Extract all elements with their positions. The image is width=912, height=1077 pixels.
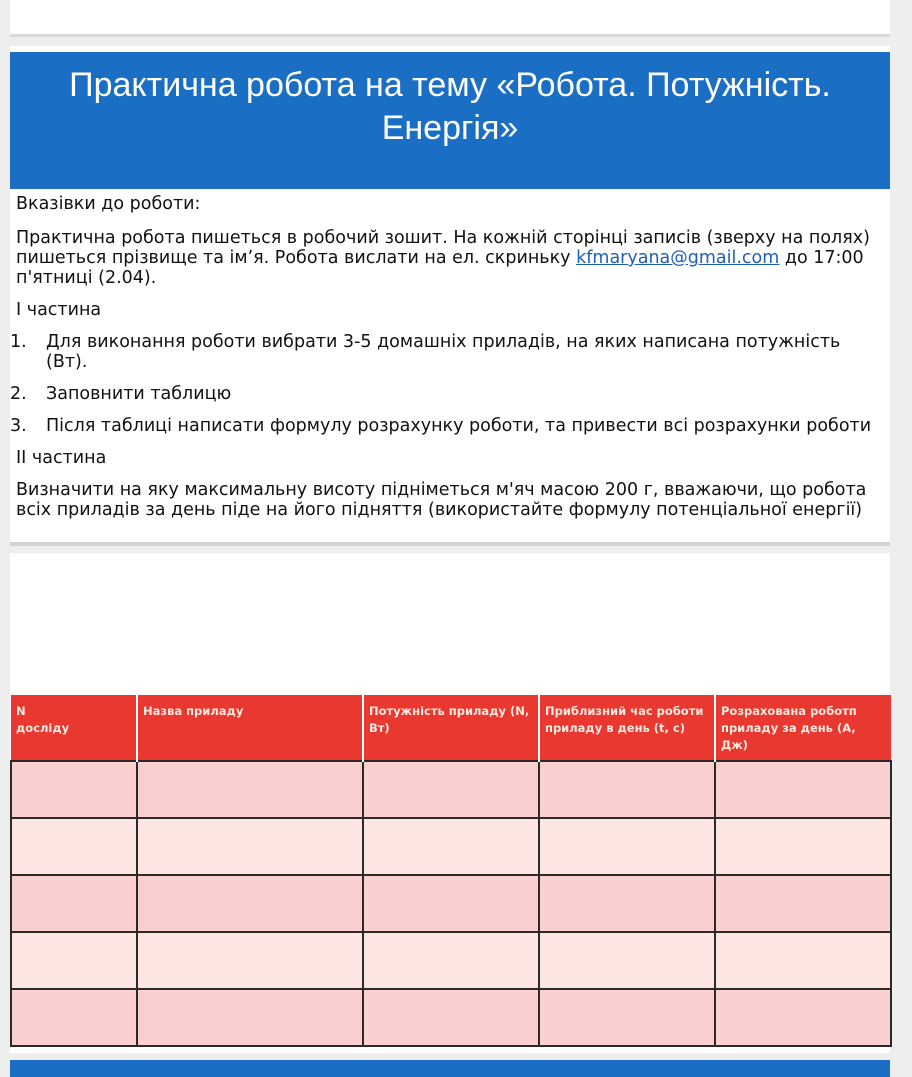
- table-cell: [11, 818, 137, 875]
- task-number: 3.: [10, 416, 27, 436]
- table-cell: [11, 989, 137, 1046]
- intro-paragraph: [16, 228, 882, 288]
- table-cell: [11, 875, 137, 932]
- table-cell: [363, 761, 539, 818]
- header-power: Потужність приладу (N, Вт): [363, 695, 539, 761]
- previous-page-fragment: [10, 0, 890, 34]
- table-cell: [363, 989, 539, 1046]
- table-cell: [137, 818, 363, 875]
- table-cell: [539, 989, 715, 1046]
- table-cell: [539, 932, 715, 989]
- table-row: [11, 818, 891, 875]
- task-text: Після таблиці написати формулу розрахунку роботи, та привести всі розрахунки роботи: [46, 416, 872, 436]
- table-cell: [137, 761, 363, 818]
- slide-instructions: [10, 46, 890, 542]
- header-device-name: Назва приладу: [137, 695, 363, 761]
- table-cell: [539, 875, 715, 932]
- table-header-row: [11, 695, 891, 761]
- page-divider: [10, 34, 890, 37]
- task-number: 2.: [10, 384, 27, 404]
- email-link[interactable]: kfmaryana@gmail.com: [576, 248, 780, 268]
- table-cell: [715, 818, 891, 875]
- measurement-table: [10, 695, 892, 1047]
- part2-text: Визначити на яку максимальну висоту підніметься м'яч масою 200 г, вважаючи, що робота всіх приладів за день піде на його підняття (використайте формулу потенціальної енергії): [16, 480, 867, 520]
- table-cell: [539, 818, 715, 875]
- header-experiment-number: [11, 695, 137, 761]
- slide-title: Практична робота на тему «Робота. Потужність. Енергія»: [10, 52, 890, 189]
- task-text: Заповнити таблицю: [46, 384, 232, 404]
- table-cell: [539, 761, 715, 818]
- slide-divider: [10, 542, 890, 546]
- header-work: Розрахована роботп приладу за день (A, Дж): [715, 695, 891, 761]
- table-row: [11, 875, 891, 932]
- task-list: [10, 332, 882, 436]
- part1-heading: І частина: [16, 300, 102, 320]
- header-time: Приблизний час роботи приладу в день (t, c): [539, 695, 715, 761]
- instructions-heading: Вказівки до роботи:: [16, 194, 201, 214]
- slide-table: [10, 553, 890, 1053]
- intro-text: Практична робота пишеться в робочий зошит. На кожній сторінці записів (зверху на полях) пишеться прізвище та ім’я. Робота вислати на ел. скриньку: [16, 228, 870, 268]
- table-cell: [715, 761, 891, 818]
- list-item: [10, 332, 882, 372]
- list-item: [10, 384, 882, 404]
- table-row: [11, 989, 891, 1046]
- table-cell: [363, 932, 539, 989]
- table-cell: [137, 932, 363, 989]
- table-cell: [137, 989, 363, 1046]
- intro-deadline: до 17:00 п'ятниці (2.04).: [16, 248, 864, 288]
- table-cell: [137, 875, 363, 932]
- table-cell: [715, 989, 891, 1046]
- table-cell: [11, 932, 137, 989]
- table-row: [11, 932, 891, 989]
- list-item: [10, 416, 882, 436]
- table-cell: [11, 761, 137, 818]
- table-cell: [363, 875, 539, 932]
- instructions-body: [10, 194, 882, 532]
- table-cell: [715, 875, 891, 932]
- table-row: [11, 761, 891, 818]
- table-cell: [715, 932, 891, 989]
- table-cell: [363, 818, 539, 875]
- task-text: Для виконання роботи вибрати 3-5 домашніх приладів, на яких написана потужність (Вт).: [46, 332, 841, 372]
- part2-heading: ІІ частина: [16, 448, 107, 468]
- next-slide-title-band: [10, 1060, 890, 1077]
- task-number: 1.: [10, 332, 27, 352]
- header-text: N досліду: [16, 704, 70, 735]
